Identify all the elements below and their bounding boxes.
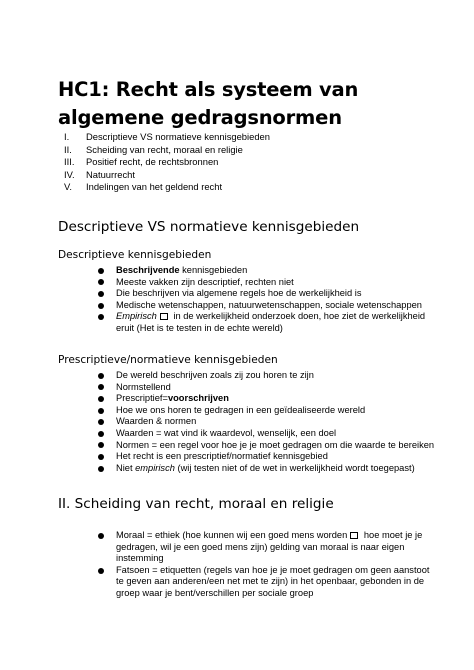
bullet-list — [98, 530, 438, 600]
section-heading: II. Scheiding van recht, moraal en religie — [58, 496, 334, 512]
list-item — [98, 416, 438, 428]
item-text: De wereld beschrijven zoals zij zou horen te zijn — [116, 370, 314, 380]
bullet-icon — [98, 533, 104, 539]
bullet-icon — [98, 303, 104, 309]
bullet-icon — [98, 568, 104, 574]
item-text: Moraal = ethiek (hoe kunnen wij een goed mens worden — [116, 530, 348, 540]
bullet-icon — [98, 396, 104, 402]
list-item — [98, 428, 438, 440]
bullet-icon — [98, 454, 104, 460]
item-text: Het recht is een prescriptief/normatief kennisgebied — [116, 451, 328, 462]
item-text: Medische wetenschappen, natuurwetenschappen, sociale wetenschappen — [116, 299, 422, 310]
item-text: (wij testen niet of de wet in werkelijkheid wordt toegepast) — [174, 462, 415, 473]
item-text: Prescriptief= — [116, 393, 168, 404]
missing-glyph-icon — [350, 532, 358, 539]
bullet-icon — [98, 373, 104, 379]
bullet-icon — [98, 466, 104, 472]
list-item — [98, 463, 438, 475]
item-text: Hoe we ons horen te gedragen in een geïdealiseerde wereld — [116, 404, 366, 415]
bold-text: voorschrijven — [167, 393, 229, 404]
bullet-list — [98, 265, 438, 335]
document-title: HC1: Recht als systeem van algemene gedragsnormen — [58, 78, 359, 129]
list-item — [98, 370, 438, 382]
list-item — [98, 277, 438, 289]
toc-number: I. — [64, 131, 70, 142]
section-heading: Descriptieve VS normatieve kennisgebieden — [58, 219, 360, 235]
item-text: hoe moet je je gedragen, wil je een goed mens zijn) gelding van moraal is naar eigen instemming — [116, 530, 423, 564]
toc-text: Scheiding van recht, moraal en religie — [86, 143, 243, 155]
subsection-heading: Prescriptieve/normatieve kennisgebieden — [58, 354, 278, 366]
missing-glyph-icon — [160, 313, 168, 320]
italic-text: empirisch — [135, 462, 175, 473]
bullet-icon — [98, 442, 104, 448]
list-item — [98, 565, 438, 600]
item-text: Meeste vakken zijn descriptief, rechten niet — [116, 276, 294, 287]
toc-number: V. — [64, 181, 72, 192]
item-text: Normstellend — [116, 381, 171, 392]
list-item — [98, 451, 438, 463]
bullet-icon — [98, 314, 104, 320]
bullet-icon — [98, 279, 104, 285]
bullet-icon — [98, 384, 104, 390]
list-item — [98, 265, 438, 277]
toc-text: Indelingen van het geldend recht — [86, 181, 223, 192]
bullet-icon — [98, 419, 104, 425]
italic-text: Empirisch — [116, 311, 157, 322]
item-text: Fatsoen = etiquetten (regels van hoe je je moet gedragen om geen aanstoot te geven aan anderen/een net met te zijn) in het openbaar, gebonden in de groep waar je bent/verschillen per sociale groep — [116, 564, 430, 598]
toc-number: III. — [64, 156, 75, 167]
list-item — [98, 530, 438, 565]
list-item — [98, 393, 438, 405]
toc-text: Descriptieve VS normatieve kennisgebieden — [86, 131, 270, 142]
bullet-icon — [98, 291, 104, 297]
list-item — [98, 440, 438, 452]
list-item — [98, 300, 438, 312]
item-text: Waarden & normen — [116, 416, 197, 427]
bullet-list — [98, 370, 438, 474]
bullet-icon — [98, 431, 104, 437]
item-text: Waarden = wat vind ik waardevol, wenselijk, een doel — [116, 427, 337, 438]
bullet-icon — [98, 408, 104, 414]
list-item — [98, 311, 438, 334]
item-text: Niet — [116, 462, 136, 473]
bold-text: Beschrijvende — [116, 265, 180, 275]
subsection-heading: Descriptieve kennisgebieden — [58, 249, 212, 261]
toc-number: IV. — [64, 168, 75, 180]
item-text: Die beschrijven via algemene regels hoe de werkelijkheid is — [116, 288, 362, 299]
list-item — [98, 382, 438, 394]
item-text: in de werkelijkheid onderzoek doen, hoe ziet de werkelijkheid eruit (Het is te testen in de echte wereld) — [116, 311, 426, 333]
list-item — [98, 288, 438, 300]
bullet-icon — [98, 268, 104, 274]
toc-text: Natuurrecht — [86, 168, 135, 180]
toc-number: II. — [64, 143, 72, 155]
list-item — [98, 405, 438, 417]
item-text: kennisgebieden — [179, 265, 248, 275]
item-text: Normen = een regel voor hoe je je moet gedragen om die waarde te bereiken — [116, 439, 435, 450]
toc-text: Positief recht, de rechtsbronnen — [86, 156, 219, 167]
